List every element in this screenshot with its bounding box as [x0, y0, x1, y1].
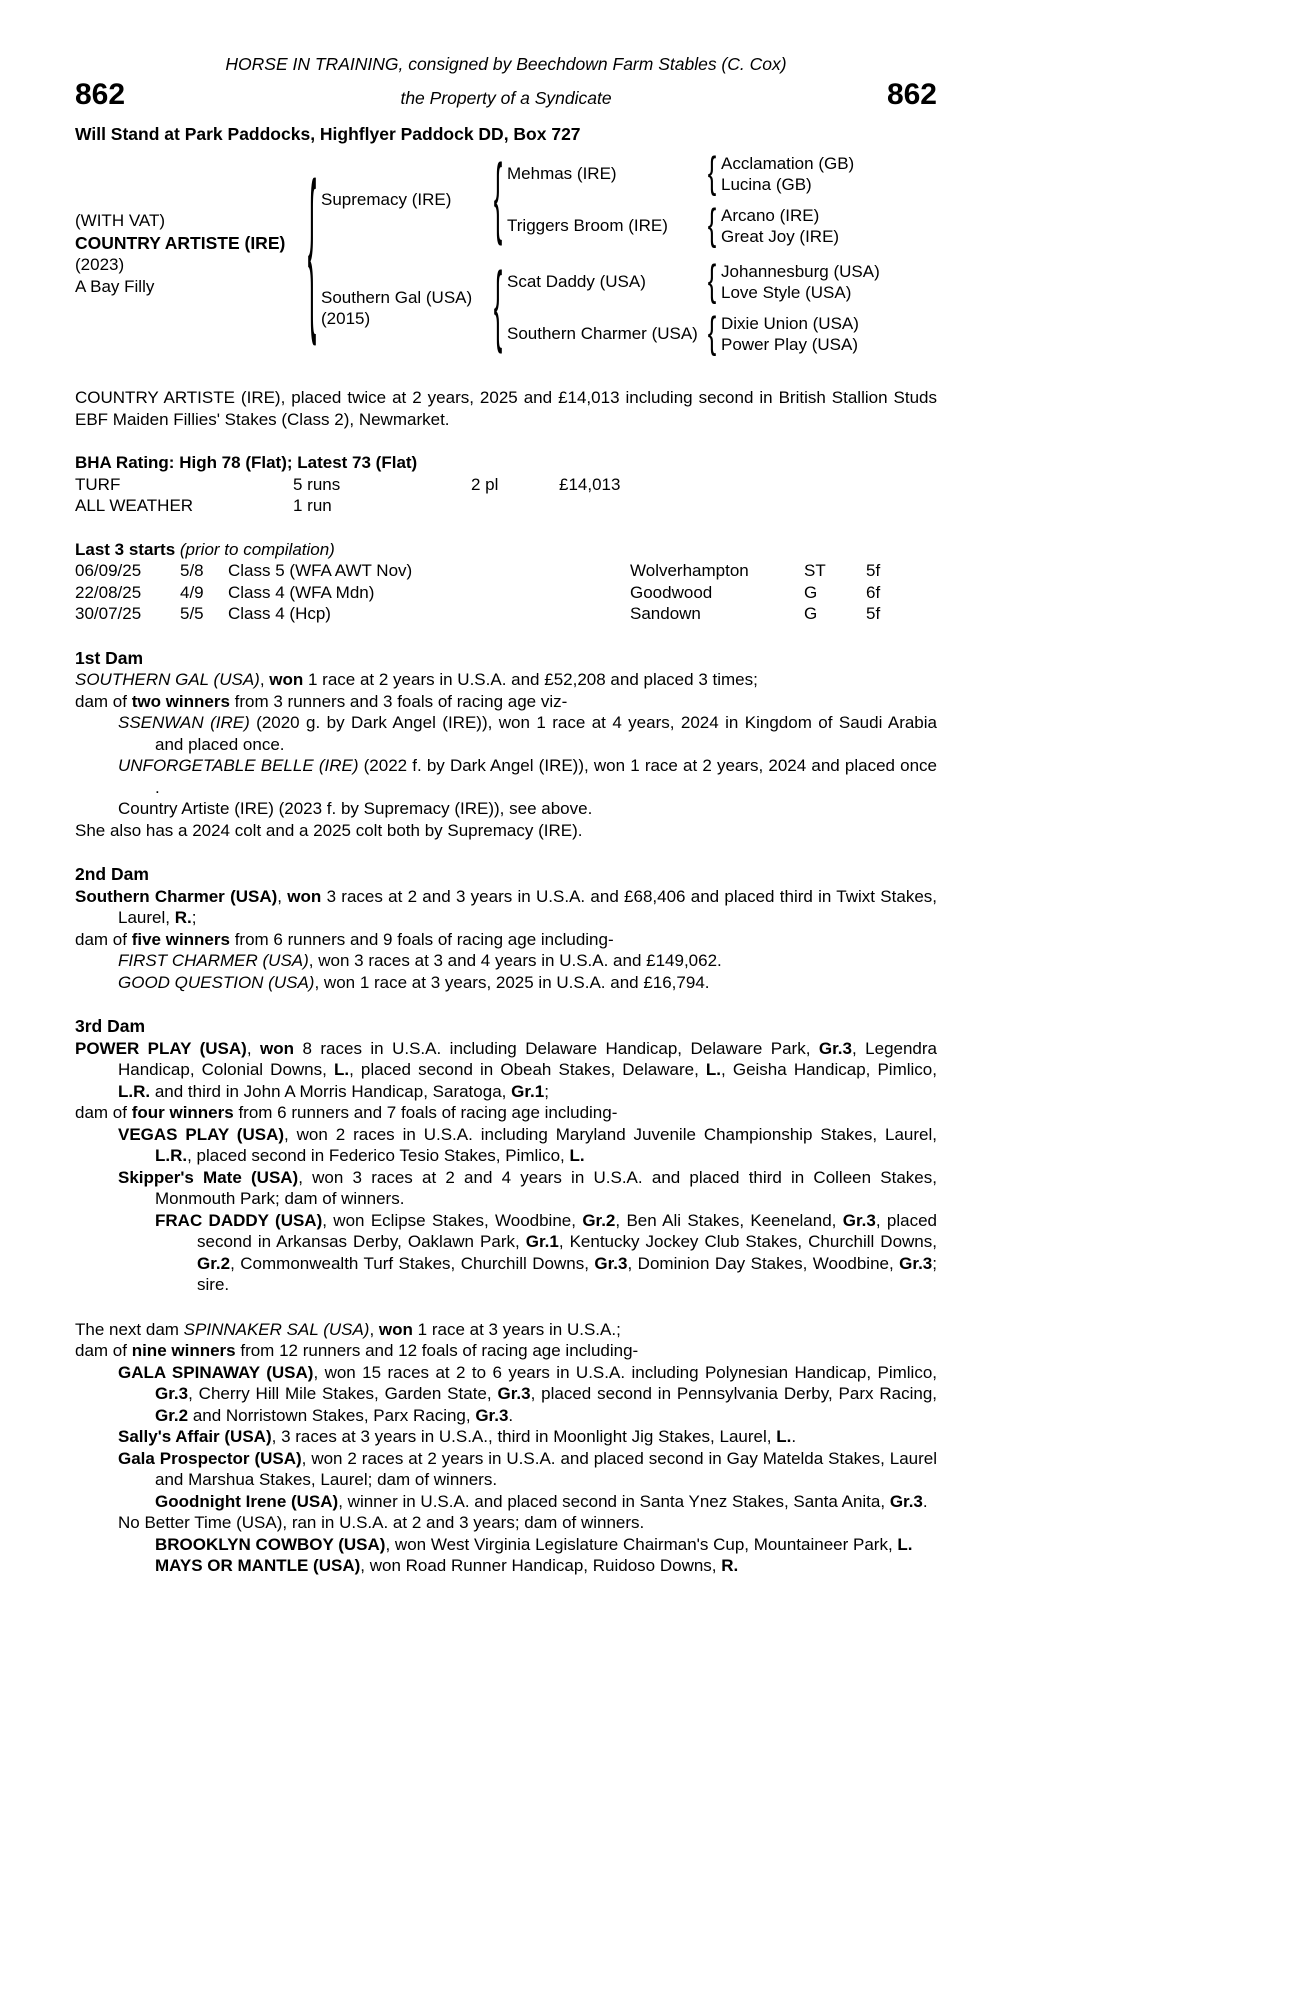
surface-label: ALL WEATHER	[75, 496, 194, 515]
para-southern-charmer: Southern Charmer (USA), won 3 races at 2 and 3 years in U.S.A. and £68,406 and placed third in Twixt Stakes, Laurel, R.;	[75, 886, 938, 927]
start-position: 4/9	[180, 582, 204, 602]
grandsire-branch	[507, 149, 909, 198]
start-race: Class 4 (Hcp)	[228, 604, 331, 623]
start-course: Wolverhampton	[630, 561, 749, 580]
subject-year: (2023)	[75, 255, 125, 274]
start-race: Class 4 (WFA Mdn)	[228, 582, 375, 602]
para-sallys-affair: Sally's Affair (USA), 3 races at 3 years in U.S.A., third in Moonlight Jig Stakes, Laurel, L..	[118, 1427, 797, 1446]
start-date: 06/09/25	[75, 561, 142, 580]
start-date: 30/07/25	[75, 604, 142, 623]
para-country-artiste: Country Artiste (IRE) (2023 f. by Supremacy (IRE)), see above.	[118, 799, 593, 818]
ancestor-name: Power Play (USA)	[721, 335, 858, 354]
start-distance: 5f	[866, 604, 881, 623]
great-grandparents	[721, 261, 909, 303]
generation-1	[321, 149, 909, 358]
start-course: Goodwood	[630, 582, 713, 602]
para-good-question: GOOD QUESTION (USA), won 1 race at 3 years, 2025 in U.S.A. and £16,794.	[118, 972, 710, 992]
para-she-also-has: She also has a 2024 colt and a 2025 colt both by Supremacy (IRE).	[75, 820, 583, 840]
granddam-branch	[507, 309, 909, 358]
sire-name: Supremacy (IRE)	[321, 190, 452, 210]
start-distance: 5f	[866, 561, 881, 580]
granddam-name: Triggers Broom (IRE)	[507, 216, 668, 236]
places-value	[471, 495, 559, 517]
para-dam4-produce: dam of nine winners from 12 runners and 12 foals of racing age including-	[75, 1341, 639, 1360]
dam-year: (2015)	[321, 309, 371, 328]
great-grandparents	[721, 205, 909, 247]
para-skippers-mate: Skipper's Mate (USA), won 3 races at 2 and 4 years in U.S.A. and placed third in Colleen Stakes, Monmouth Park; dam of winners.	[118, 1167, 937, 1208]
stand-location-line: Will Stand at Park Paddocks, Highflyer Paddock DD, Box 727	[75, 123, 581, 144]
consignment-line: HORSE IN TRAINING, consigned by Beechdown Farm Stables (C. Cox)	[225, 54, 787, 74]
para-spinnaker-sal: The next dam SPINNAKER SAL (USA), won 1 race at 3 years in U.S.A.;	[75, 1319, 621, 1339]
brace-icon: {	[707, 149, 717, 198]
para-dam3-produce: dam of four winners from 6 runners and 7 foals of racing age including-	[75, 1103, 618, 1122]
grandsire-branch	[507, 257, 909, 306]
pedigree-subject	[75, 210, 303, 298]
subject-name: COUNTRY ARTISTE (IRE)	[75, 233, 286, 253]
start-race: Class 5 (WFA AWT Nov)	[228, 561, 413, 580]
start-going: G	[804, 604, 818, 623]
brace-icon: {	[707, 201, 717, 250]
great-grandparents	[721, 153, 909, 195]
start-course: Sandown	[630, 604, 701, 623]
start-date: 22/08/25	[75, 582, 142, 602]
start-row	[75, 560, 937, 582]
brace-icon: {	[493, 257, 503, 356]
dam-name: Southern Gal (USA)	[321, 287, 473, 307]
para-southern-gal: SOUTHERN GAL (USA), won 1 race at 2 years in U.S.A. and £52,208 and placed 3 times;	[75, 670, 758, 689]
para-dam2-produce: dam of five winners from 6 runners and 9 foals of racing age including-	[75, 929, 614, 949]
para-dam1-produce: dam of two winners from 3 runners and 3 foals of racing age viz-	[75, 691, 568, 711]
last-starts-block	[75, 539, 937, 625]
start-position: 5/5	[180, 604, 204, 623]
start-row	[75, 582, 937, 604]
brace-icon: {	[707, 309, 717, 358]
great-grandparents	[721, 313, 909, 355]
runs-value: 1 run	[293, 496, 332, 515]
earnings-value: £14,013	[559, 474, 621, 494]
para-first-charmer: FIRST CHARMER (USA), won 3 races at 3 and 4 years in U.S.A. and £149,062.	[118, 951, 722, 970]
section-heading-3rd-dam: 3rd Dam	[75, 1016, 146, 1036]
para-gala-spinaway: GALA SPINAWAY (USA), won 15 races at 2 to 6 years in U.S.A. including Polynesian Handicap, Pimlico, Gr.3, Cherry Hill Mile Stakes, Garden State, Gr.3, placed second in Pennsylvania Derby, Parx Racing, Gr.2 and Norristown Stakes, Parx Racing, Gr.3.	[118, 1362, 937, 1425]
ancestor-name: Lucina (GB)	[721, 175, 812, 194]
last-starts-heading: Last 3 starts (prior to compilation)	[75, 539, 335, 559]
start-going: ST	[804, 561, 826, 580]
grandsire-name: Scat Daddy (USA)	[507, 272, 646, 292]
section-heading-1st-dam: 1st Dam	[75, 647, 144, 668]
para-vegas-play: VEGAS PLAY (USA), won 2 races in U.S.A. including Maryland Juvenile Championship Stakes, Laurel, L.R., placed second in Federico Tesio Stakes, Pimlico, L.	[118, 1124, 937, 1165]
brace-icon: {	[307, 152, 317, 350]
ancestor-name: Johannesburg (USA)	[721, 262, 880, 281]
earnings-value	[559, 495, 937, 517]
pedigree-table	[75, 149, 937, 358]
granddam-branch	[507, 201, 909, 250]
start-distance: 6f	[866, 582, 881, 602]
grandsire-name: Mehmas (IRE)	[507, 164, 617, 184]
vat-note: (WITH VAT)	[75, 211, 166, 230]
para-frac-daddy: FRAC DADDY (USA), won Eclipse Stakes, Woodbine, Gr.2, Ben Ali Stakes, Keeneland, Gr.3, placed second in Arkansas Derby, Oaklawn Park, Gr.1, Kentucky Jockey Club Stakes, Churchill Downs, Gr.2, Commonwealth Turf Stakes, Churchill Downs, Gr.3, Dominion Day Stakes, Woodbine, Gr.3; sire.	[155, 1210, 937, 1294]
dam-parents	[507, 257, 909, 358]
para-no-better-time: No Better Time (USA), ran in U.S.A. at 2 and 3 years; dam of winners.	[118, 1513, 645, 1532]
para-brooklyn-cowboy: BROOKLYN COWBOY (USA), won West Virginia Legislature Chairman's Cup, Mountaineer Park, L.	[155, 1534, 913, 1554]
race-summary-row	[75, 495, 937, 517]
page-content	[75, 54, 937, 1577]
bha-rating-heading: BHA Rating: High 78 (Flat); Latest 73 (Flat)	[75, 453, 418, 472]
places-value: 2 pl	[471, 474, 499, 494]
sire-parents	[507, 149, 909, 250]
dam-branch	[321, 257, 909, 358]
lot-number-right: 862	[886, 77, 937, 111]
bha-rating-block	[75, 452, 937, 517]
start-going: G	[804, 582, 818, 602]
dam-name-block	[321, 287, 489, 330]
para-gala-prospector: Gala Prospector (USA), won 2 races at 2 years in U.S.A. and placed second in Gay Matelda Stakes, Laurel and Marshua Stakes, Laurel; dam of winners.	[118, 1448, 938, 1489]
ancestor-name: Dixie Union (USA)	[721, 314, 859, 333]
subject-colour-sex: A Bay Filly	[75, 277, 155, 296]
section-heading-2nd-dam: 2nd Dam	[75, 864, 149, 884]
start-position: 5/8	[180, 561, 204, 580]
para-power-play: POWER PLAY (USA), won 8 races in U.S.A. including Delaware Handicap, Delaware Park, Gr.3, Legendra Handicap, Colonial Downs, L., placed second in Obeah Stakes, Delaware, L., Geisha Handicap, Pimlico, L.R. and third in John A Morris Handicap, Saratoga, Gr.1;	[75, 1038, 938, 1101]
para-mays-or-mantle: MAYS OR MANTLE (USA), won Road Runner Handicap, Ruidoso Downs, R.	[155, 1556, 739, 1575]
property-line: the Property of a Syndicate	[400, 87, 612, 108]
start-row	[75, 603, 937, 625]
lot-number-left: 862	[75, 77, 126, 111]
race-summary-row	[75, 474, 937, 496]
granddam-name: Southern Charmer (USA)	[507, 324, 698, 344]
para-goodnight-irene: Goodnight Irene (USA), winner in U.S.A. and placed second in Santa Ynez Stakes, Santa Anita, Gr.3.	[155, 1491, 928, 1511]
lot-row	[75, 78, 937, 112]
subject-race-record: COUNTRY ARTISTE (IRE), placed twice at 2 years, 2025 and £14,013 including second in British Stallion Studs EBF Maiden Fillies' Stakes (Class 2), Newmarket.	[75, 388, 937, 429]
para-unforgetable-belle: UNFORGETABLE BELLE (IRE) (2022 f. by Dark Angel (IRE)), won 1 race at 2 years, 2024 and placed once .	[118, 756, 937, 797]
ancestor-name: Great Joy (IRE)	[721, 227, 840, 246]
surface-label: TURF	[75, 474, 121, 494]
brace-icon: {	[707, 257, 717, 306]
ancestor-name: Love Style (USA)	[721, 283, 852, 302]
ancestor-name: Arcano (IRE)	[721, 206, 820, 225]
sire-branch	[321, 149, 909, 250]
brace-icon: {	[493, 149, 503, 248]
para-ssenwan: SSENWAN (IRE) (2020 g. by Dark Angel (IRE)), won 1 race at 4 years, 2024 in Kingdom of Saudi Arabia and placed once.	[118, 713, 937, 754]
ancestor-name: Acclamation (GB)	[721, 154, 855, 173]
runs-value: 5 runs	[293, 474, 341, 494]
